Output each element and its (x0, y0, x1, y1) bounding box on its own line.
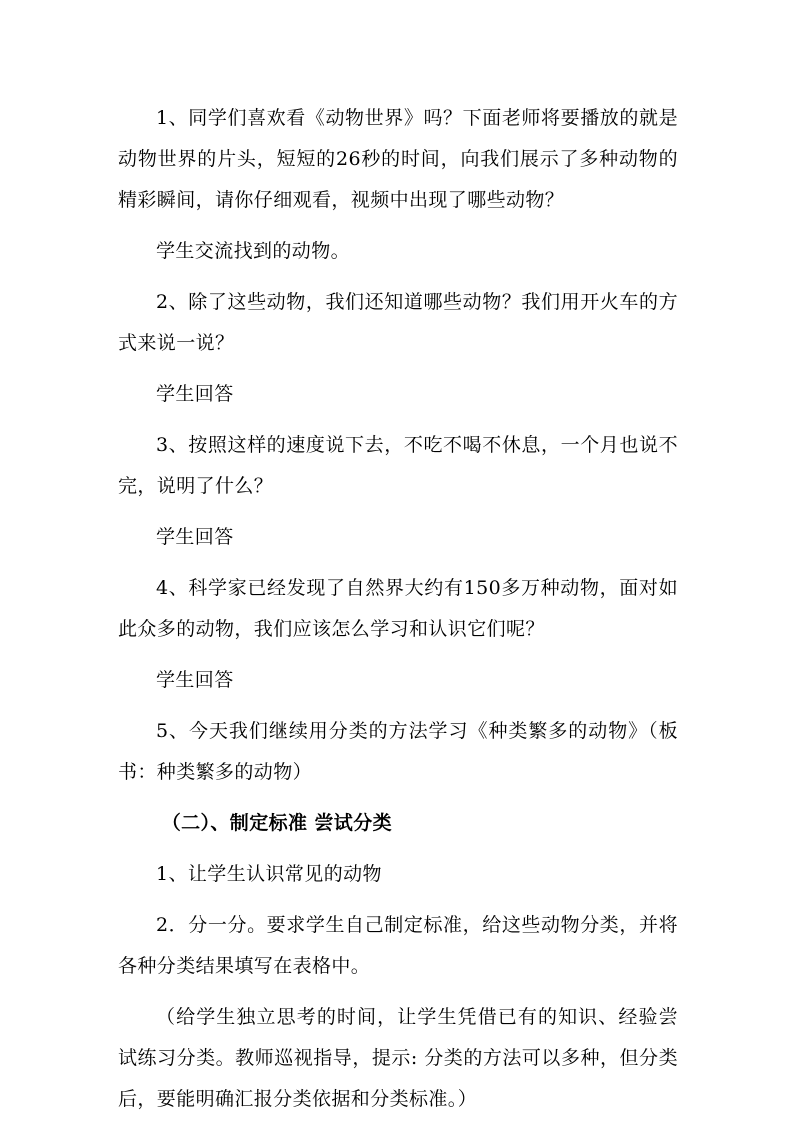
paragraph-10: 1、让学生认识常见的动物 (156, 863, 382, 885)
paragraph-12: （给学生独立思考的时间，让学生凭借已有的知识、经验尝试练习分类。教师巡视指导，提示: 分类的方法可以多种，但分类后，要能明确汇报分类依据和分类标准。） (118, 1006, 678, 1110)
document-body (118, 98, 678, 1120)
paragraph-9: 5、今天我们继续用分类的方法学习《种类繁多的动物》（板书：种类繁多的动物） (118, 720, 678, 783)
paragraph-6: 学生回答 (156, 526, 234, 548)
paragraph-8: 学生回答 (156, 669, 234, 691)
section-heading: （二）、制定标准 尝试分类 (161, 812, 393, 834)
paragraph-4: 学生回答 (156, 383, 234, 405)
paragraph-3: 2、除了这些动物，我们还知道哪些动物？我们用开火车的方式来说一说？ (118, 291, 678, 354)
paragraph-2: 学生交流找到的动物。 (156, 240, 351, 262)
paragraph-1: 1、同学们喜欢看《动物世界》吗？下面老师将要播放的就是动物世界的片头，短短的26秒的时间，向我们展示了多种动物的精彩瞬间，请你仔细观看，视频中出现了哪些动物？ (118, 107, 678, 211)
paragraph-7: 4、科学家已经发现了自然界大约有150多万种动物，面对如此众多的动物，我们应该怎么学习和认识它们呢？ (118, 577, 678, 640)
paragraph-11: 2．分一分。要求学生自己制定标准，给这些动物分类，并将各种分类结果填写在表格中。 (118, 914, 678, 977)
paragraph-5: 3、按照这样的速度说下去，不吃不喝不休息，一个月也说不完，说明了什么？ (118, 434, 678, 497)
